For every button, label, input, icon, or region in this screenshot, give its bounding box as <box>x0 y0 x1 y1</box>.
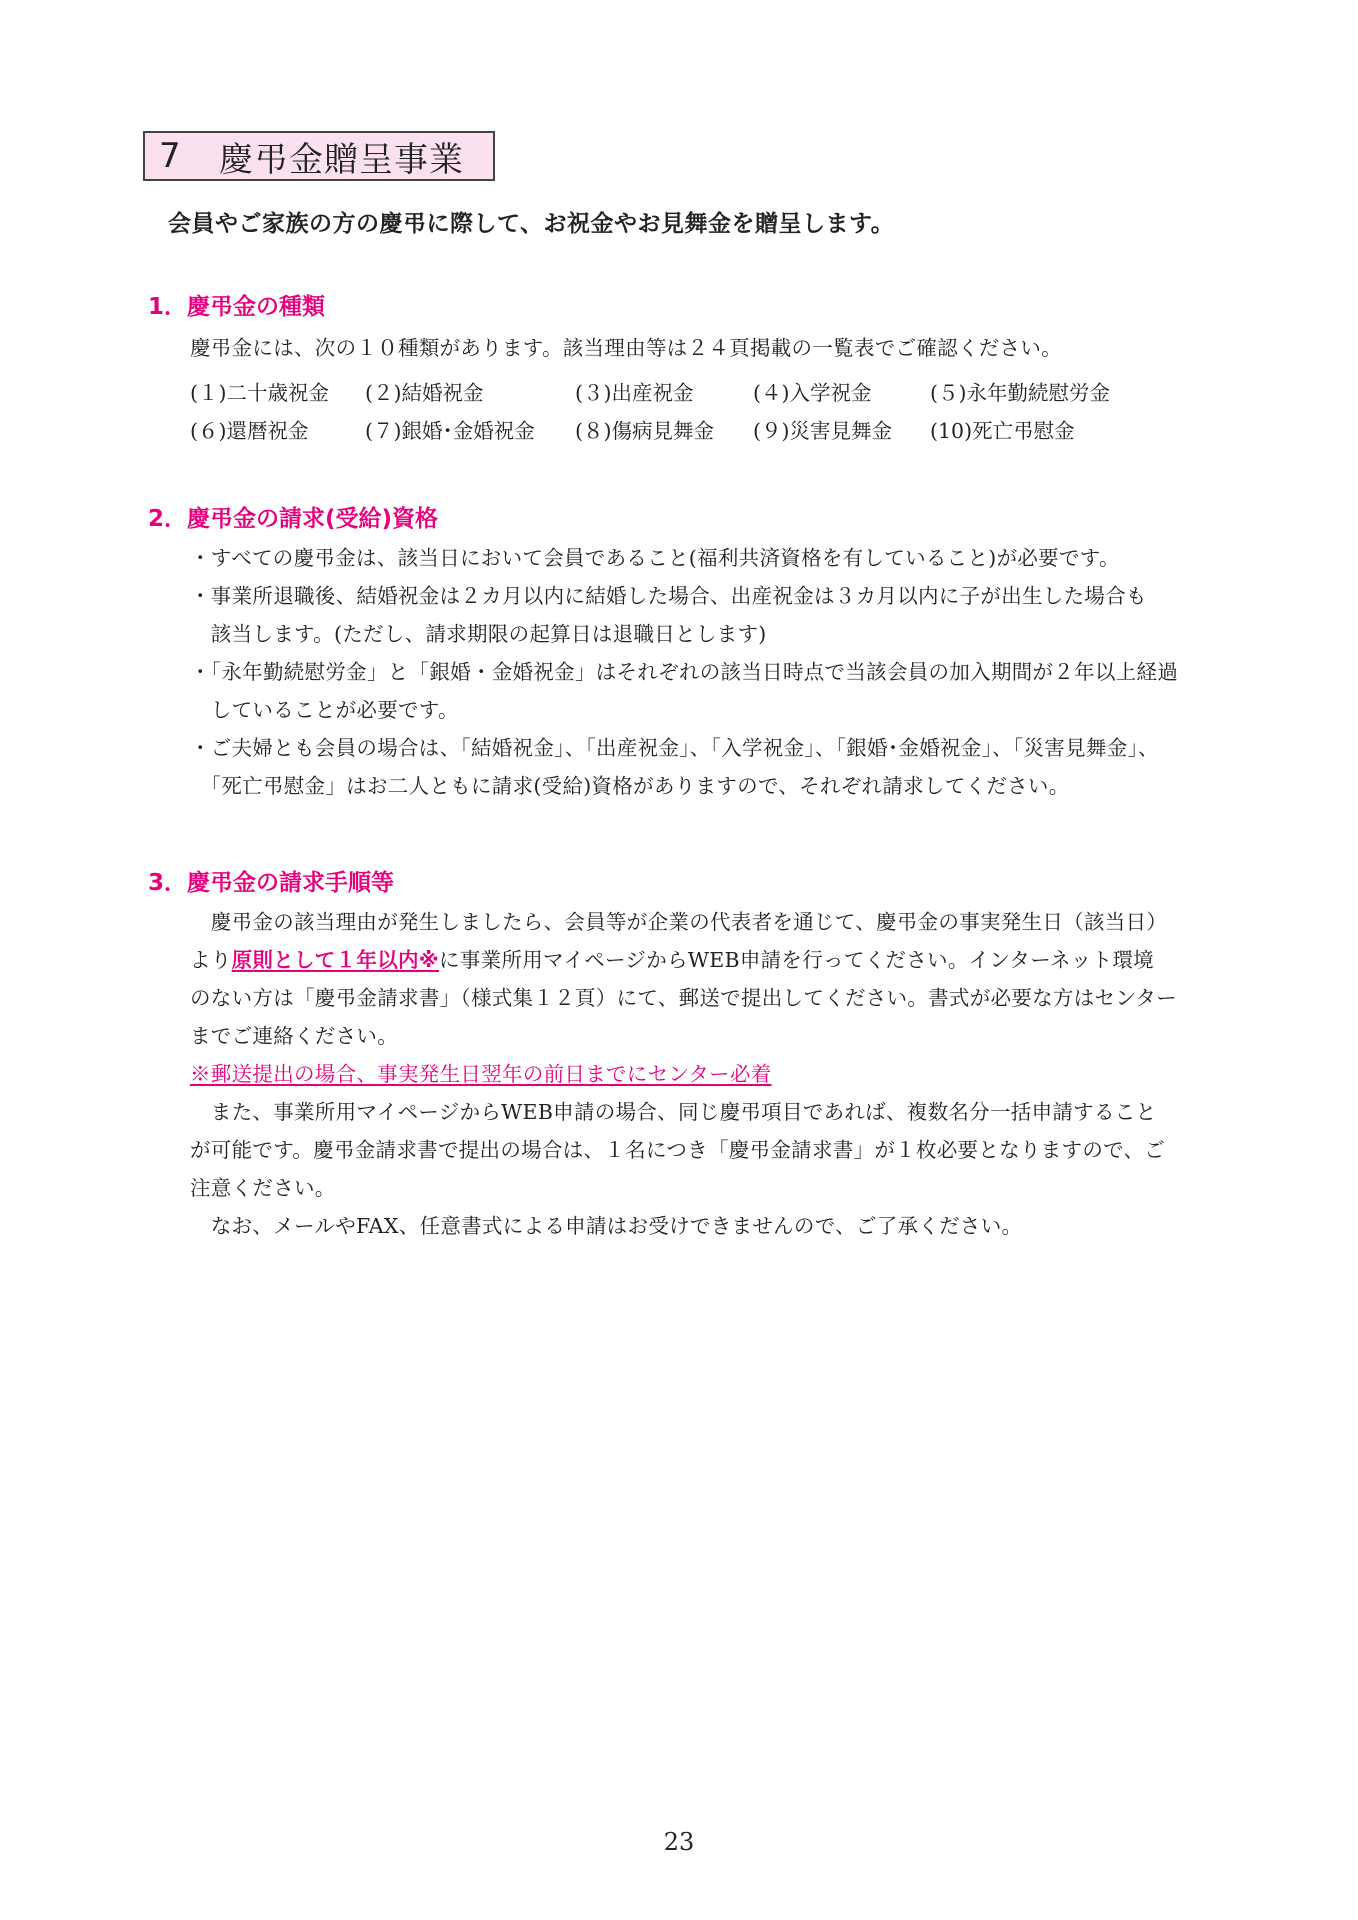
benefit-item: (８)傷病見舞金 <box>575 419 714 443</box>
section2-line: していることが必要です。 <box>190 698 459 722</box>
section2-line: 該当します。(ただし、請求期限の起算日は退職日とします) <box>190 622 767 646</box>
benefit-item: (２)結婚祝金 <box>365 381 484 405</box>
page-number: 23 <box>663 1828 695 1856</box>
benefit-row <box>190 376 1110 406</box>
section2-line: ・ご夫婦とも会員の場合は、「結婚祝金」、「出産祝金」、「入学祝金」、「銀婚･金婚祝金」、「災害見舞金」、 <box>190 736 1159 760</box>
chapter-number: 7 <box>159 136 181 176</box>
section3-heading: 3．慶弔金の請求手順等 <box>148 870 395 896</box>
benefit-item: (５)永年勤続慰労金 <box>930 381 1110 405</box>
section3-text: に事業所用マイページからWEB申請を行ってください。インターネット環境 <box>439 948 1154 972</box>
benefit-item: (４)入学祝金 <box>753 381 872 405</box>
section3-body <box>190 903 1177 1245</box>
benefit-item: (１)二十歳祝金 <box>190 381 329 405</box>
deadline-highlight: 原則として１年以内※ <box>231 948 440 972</box>
section3-line: が可能です。慶弔金請求書で提出の場合は、１名につき「慶弔金請求書」が１枚必要となりますので、ご <box>190 1138 1166 1162</box>
section2-body <box>190 539 1178 805</box>
section3-line <box>190 941 1177 979</box>
section2-line: ・「永年勤続慰労金」と「銀婚・金婚祝金」はそれぞれの該当日時点で当該会員の加入期間が２年以上経過 <box>190 660 1179 684</box>
section3-line: なお、メールやFAX、任意書式による申請はお受けできませんので、ご了承ください。 <box>190 1214 1023 1238</box>
benefit-item: (10)死亡弔慰金 <box>930 419 1075 443</box>
section3-line: また、事業所用マイページからWEB申請の場合、同じ慶弔項目であれば、複数名分一括申請すること <box>190 1100 1157 1124</box>
benefit-item: (７)銀婚･金婚祝金 <box>365 419 535 443</box>
section2-line: 「死亡弔慰金」はお二人ともに請求(受給)資格がありますので、それぞれ請求してください。 <box>190 774 1070 798</box>
benefit-row <box>190 414 1075 444</box>
section1-heading: 1．慶弔金の種類 <box>148 294 326 320</box>
benefit-item: (３)出産祝金 <box>575 381 694 405</box>
section3-line: のない方は「慶弔金請求書」（様式集１２頁）にて、郵送で提出してください。書式が必要な方はセンター <box>190 986 1177 1010</box>
section2-line: ・すべての慶弔金は、該当日において会員であること(福利共済資格を有していること)が必要です。 <box>190 546 1120 570</box>
section3-text: より <box>190 948 232 972</box>
section3-line: 注意ください。 <box>190 1176 336 1200</box>
section2-line: ・事業所退職後、結婚祝金は２カ月以内に結婚した場合、出産祝金は３カ月以内に子が出生した場合も <box>190 584 1147 608</box>
section1-intro: 慶弔金には、次の１０種類があります。該当理由等は２４頁掲載の一覧表でご確認ください。 <box>190 336 1062 360</box>
chapter-title-box <box>143 131 495 181</box>
benefit-item: (９)災害見舞金 <box>753 419 892 443</box>
section2-heading: 2．慶弔金の請求(受給)資格 <box>148 506 439 532</box>
benefit-item: (６)還暦祝金 <box>190 419 309 443</box>
postal-deadline-note: ※郵送提出の場合、事実発生日翌年の前日までにセンター必着 <box>190 1062 772 1086</box>
lead-text: 会員やご家族の方の慶弔に際して、お祝金やお見舞金を贈呈します。 <box>168 211 895 237</box>
section3-line: 慶弔金の該当理由が発生しましたら、会員等が企業の代表者を通じて、慶弔金の事実発生日（該当日） <box>190 910 1168 934</box>
section3-line: までご連絡ください。 <box>190 1024 398 1048</box>
chapter-title: 慶弔金贈呈事業 <box>219 139 464 180</box>
